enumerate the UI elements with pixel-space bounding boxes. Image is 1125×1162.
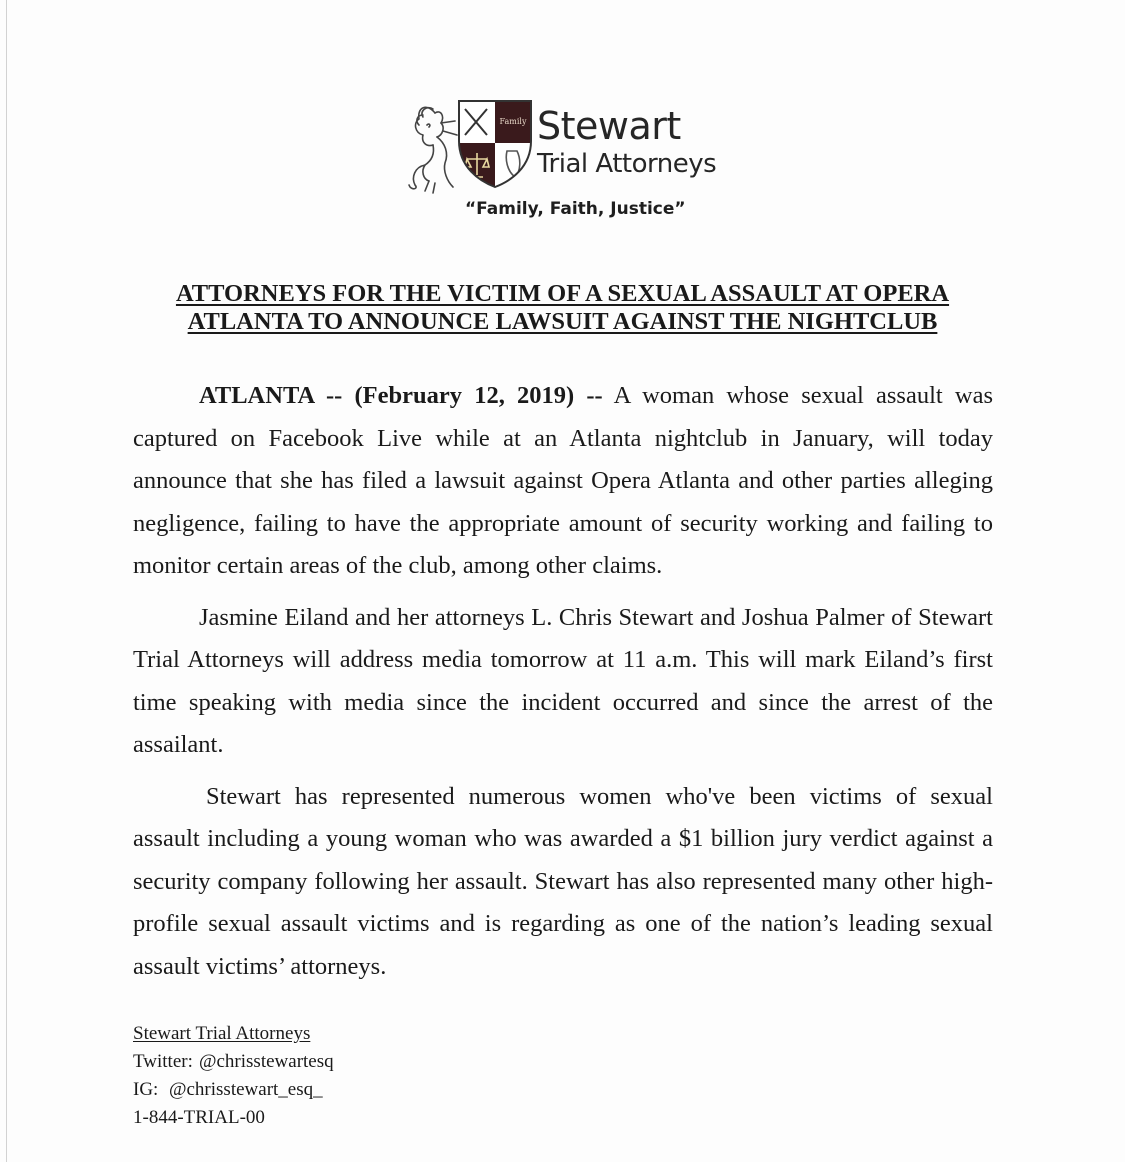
- brand-subtitle: Trial Attorneys: [537, 149, 717, 179]
- brand-block: [537, 104, 717, 179]
- contact-firm-name: Stewart Trial Attorneys: [133, 1023, 311, 1044]
- headline-line-1: ATTORNEYS FOR THE VICTIM OF A SEXUAL ASSAULT AT OPERA: [175, 280, 950, 307]
- motto: “Family, Faith, Justice”: [465, 199, 686, 219]
- contact-instagram: [133, 1076, 334, 1104]
- body-paragraph-3: Stewart has represented numerous women who've been victims of sexual assault including a young woman who was awarded a $1 billion jury verdict against a security company following her assault. Stewart has also represented many other high-profile sexual assault victims and is regarding as one of the nation’s leading sexual assault victims’ attorneys.: [133, 782, 993, 980]
- page-edge-line: [6, 0, 7, 1162]
- paragraph-1-text: A woman whose sexual assault was captured on Facebook Live while at an Atlanta nightclub in January, will today announce that she has filed a lawsuit against Opera Atlanta and other parties alleging negligence, failing to have the appropriate amount of security working and failing to monitor certain areas of the club, among other claims.: [133, 382, 993, 579]
- body-paragraph-1: [133, 375, 993, 588]
- headline-line-2: ATLANTA TO ANNOUNCE LAWSUIT AGAINST THE NIGHTCLUB: [187, 308, 938, 335]
- press-release-headline: [100, 280, 1025, 336]
- contact-phone: 1-844-TRIAL-00: [133, 1107, 265, 1128]
- crest-text: Family: [499, 117, 527, 126]
- shield-crest-icon: [455, 97, 535, 189]
- ig-handle: @chrisstewart_esq_: [169, 1079, 323, 1100]
- twitter-label: Twitter:: [133, 1051, 193, 1072]
- contact-block: [133, 1020, 334, 1132]
- brand-name: Stewart: [537, 104, 681, 148]
- twitter-handle: @chrisstewartesq: [199, 1051, 334, 1072]
- ig-label: IG:: [133, 1079, 159, 1100]
- dateline: ATLANTA -- (February 12, 2019) --: [199, 382, 603, 409]
- press-release-body: [133, 375, 993, 997]
- contact-twitter: [133, 1048, 334, 1076]
- body-paragraph-2: Jasmine Eiland and her attorneys L. Chris Stewart and Joshua Palmer of Stewart Trial Attorneys will address media tomorrow at 11 a.m. This will mark Eiland’s first time speaking with media since the incident occurred and since the arrest of the assailant.: [133, 603, 993, 758]
- letterhead-logo: [405, 95, 745, 230]
